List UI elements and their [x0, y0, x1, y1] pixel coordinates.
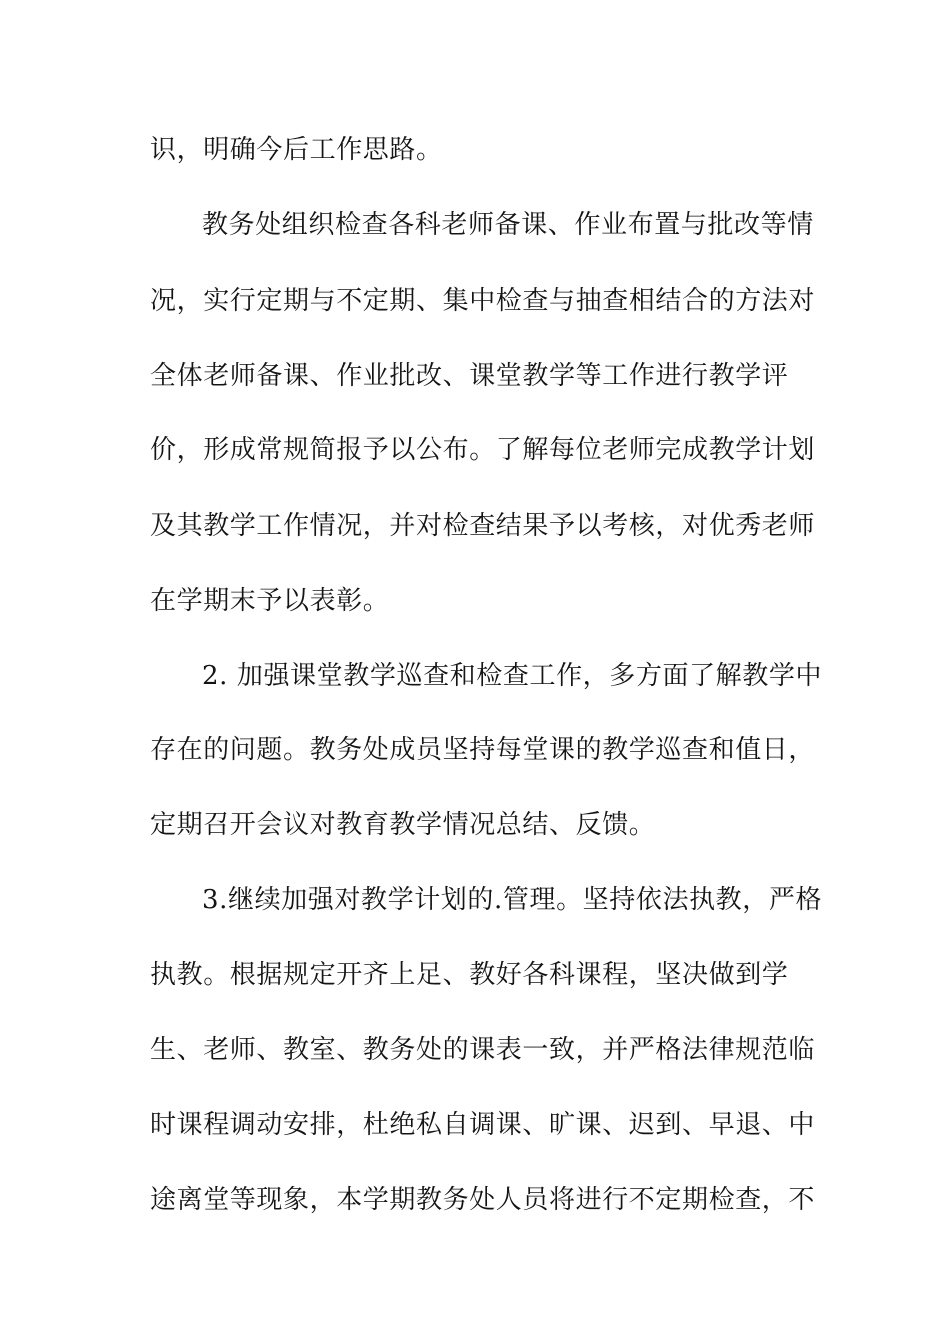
- text-line: 全体老师备课、作业批改、课堂教学等工作进行教学评: [150, 361, 789, 391]
- text-line: 及其教学工作情况，并对检查结果予以考核，对优秀老师: [150, 511, 816, 541]
- paragraph-first-line: 2. 加强课堂教学巡查和检查工作，多方面了解教学中: [202, 661, 823, 691]
- text-line: 生、老师、教室、教务处的课表一致，并严格法律规范临: [150, 1035, 816, 1065]
- text-line: 途离堂等现象，本学期教务处人员将进行不定期检查，不: [150, 1185, 816, 1215]
- text-line: 执教。根据规定开齐上足、教好各科课程，坚决做到学: [150, 960, 789, 990]
- text-line: 时课程调动安排，杜绝私自调课、旷课、迟到、早退、中: [150, 1110, 816, 1140]
- text-line: 况，实行定期与不定期、集中检查与抽查相结合的方法对: [150, 286, 816, 316]
- paragraph-first-line: 教务处组织检查各科老师备课、作业布置与批改等情: [202, 210, 814, 240]
- text-line: 价，形成常规简报予以公布。了解每位老师完成教学计划: [150, 435, 816, 465]
- text-line: 在学期末予以表彰。: [150, 586, 390, 616]
- text-line: 存在的问题。教务处成员坚持每堂课的教学巡查和值日，: [150, 735, 816, 765]
- text-line: 定期召开会议对教育教学情况总结、反馈。: [150, 810, 656, 840]
- text-line: 识，明确今后工作思路。: [150, 135, 443, 165]
- paragraph-first-line: 3.继续加强对教学计划的.管理。坚持依法执教，严格: [202, 885, 823, 915]
